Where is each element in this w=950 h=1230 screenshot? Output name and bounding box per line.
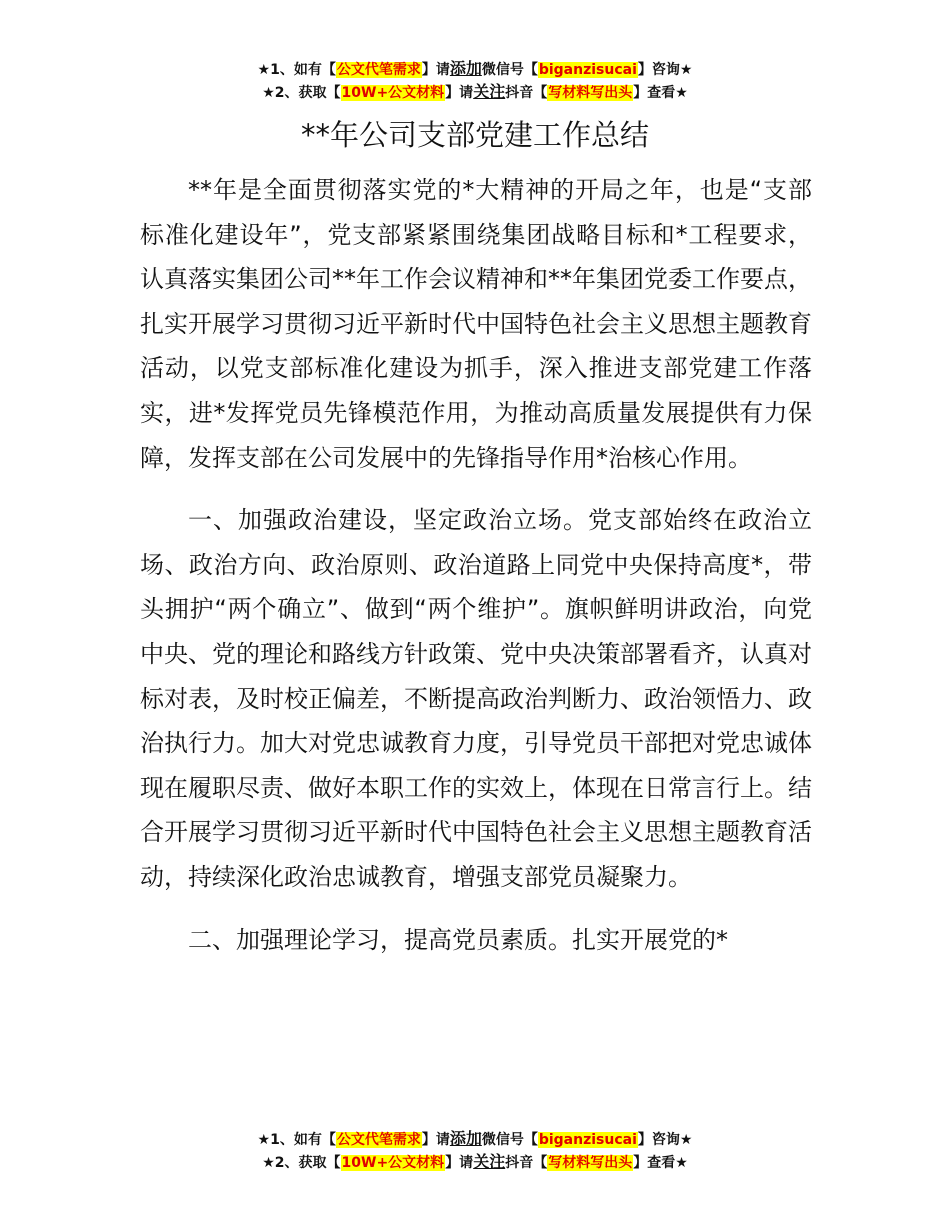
banner-text: ★2、获取【 <box>262 1155 341 1171</box>
highlight-wechat-id: biganzisucai <box>538 1132 637 1148</box>
banner-text: 】咨询★ <box>637 62 693 78</box>
highlight-account: 写材料写出头 <box>548 85 633 101</box>
paragraph-intro: **年是全面贯彻落实党的*大精神的开局之年，也是“支部标准化建设年”，党支部紧紧围绕集团战略目标和*工程要求，认真落实集团公司**年工作会议精神和**年集团党委工作要点，扎实开展学习贯彻习近平新时代中国特色社会主义思想主题教育活动，以党支部标准化建设为抓手，深入推进支部党建工作落实，进*发挥党员先锋模范作用，为推动高质量发展提供有力保障，发挥支部在公司发展中的先锋指导作用*治核心作用。 <box>140 176 812 472</box>
banner-text: 抖音【 <box>505 85 548 101</box>
highlight-materials: 10W+公文材料 <box>341 85 445 101</box>
banner-text: 】咨询★ <box>637 1132 693 1148</box>
highlight-account: 写材料写出头 <box>548 1155 633 1171</box>
document-title: **年公司支部党建工作总结 <box>300 118 649 152</box>
banner-text: 抖音【 <box>505 1155 548 1171</box>
banner-text: ★1、如有【 <box>257 1132 336 1148</box>
paragraph-section-1: 一、加强政治建设，坚定政治立场。党支部始终在政治立场、政治方向、政治原则、政治道路上同党中央保持高度*，带头拥护“两个确立”、做到“两个维护”。旗帜鲜明讲政治，向党中央、党的理论和路线方针政策、党中央决策部署看齐，认真对标对表，及时校正偏差，不断提高政治判断力、政治领悟力、政治执行力。加大对党忠诚教育力度，引导党员干部把对党忠诚体现在履职尽责、做好本职工作的实效上，体现在日常言行上。结合开展学习贯彻习近平新时代中国特色社会主义思想主题教育活动，持续深化政治忠诚教育，增强支部党员凝聚力。 <box>140 506 812 891</box>
banner-text: 】请 <box>445 1155 474 1171</box>
highlight-materials: 10W+公文材料 <box>341 1155 445 1171</box>
banner-line-1 <box>0 1128 950 1151</box>
banner-text: 】查看★ <box>633 85 688 101</box>
highlight-service: 公文代笔需求 <box>336 1132 421 1148</box>
banner-emphasis: 关注 <box>473 82 506 101</box>
banner-emphasis: 关注 <box>473 1152 506 1171</box>
banner-emphasis: 添加 <box>449 59 482 78</box>
banner-text: 】请 <box>421 62 450 78</box>
banner-line-2 <box>0 81 950 104</box>
banner-line-1 <box>0 58 950 81</box>
banner-text: 】请 <box>421 1132 450 1148</box>
banner-text: 微信号【 <box>481 1132 538 1148</box>
paragraph-section-2: 二、加强理论学习，提高党员素质。扎实开展党的* <box>188 925 728 954</box>
banner-text: ★1、如有【 <box>257 62 336 78</box>
banner-text: 微信号【 <box>481 62 538 78</box>
banner-text: 】请 <box>445 85 474 101</box>
banner-emphasis: 添加 <box>449 1129 482 1148</box>
document-body <box>140 168 812 980</box>
footer-banner <box>0 1128 950 1174</box>
highlight-wechat-id: biganzisucai <box>538 62 637 78</box>
banner-text: ★2、获取【 <box>262 85 341 101</box>
highlight-service: 公文代笔需求 <box>336 62 421 78</box>
banner-line-2 <box>0 1151 950 1174</box>
banner-text: 】查看★ <box>633 1155 688 1171</box>
header-banner <box>0 58 950 104</box>
